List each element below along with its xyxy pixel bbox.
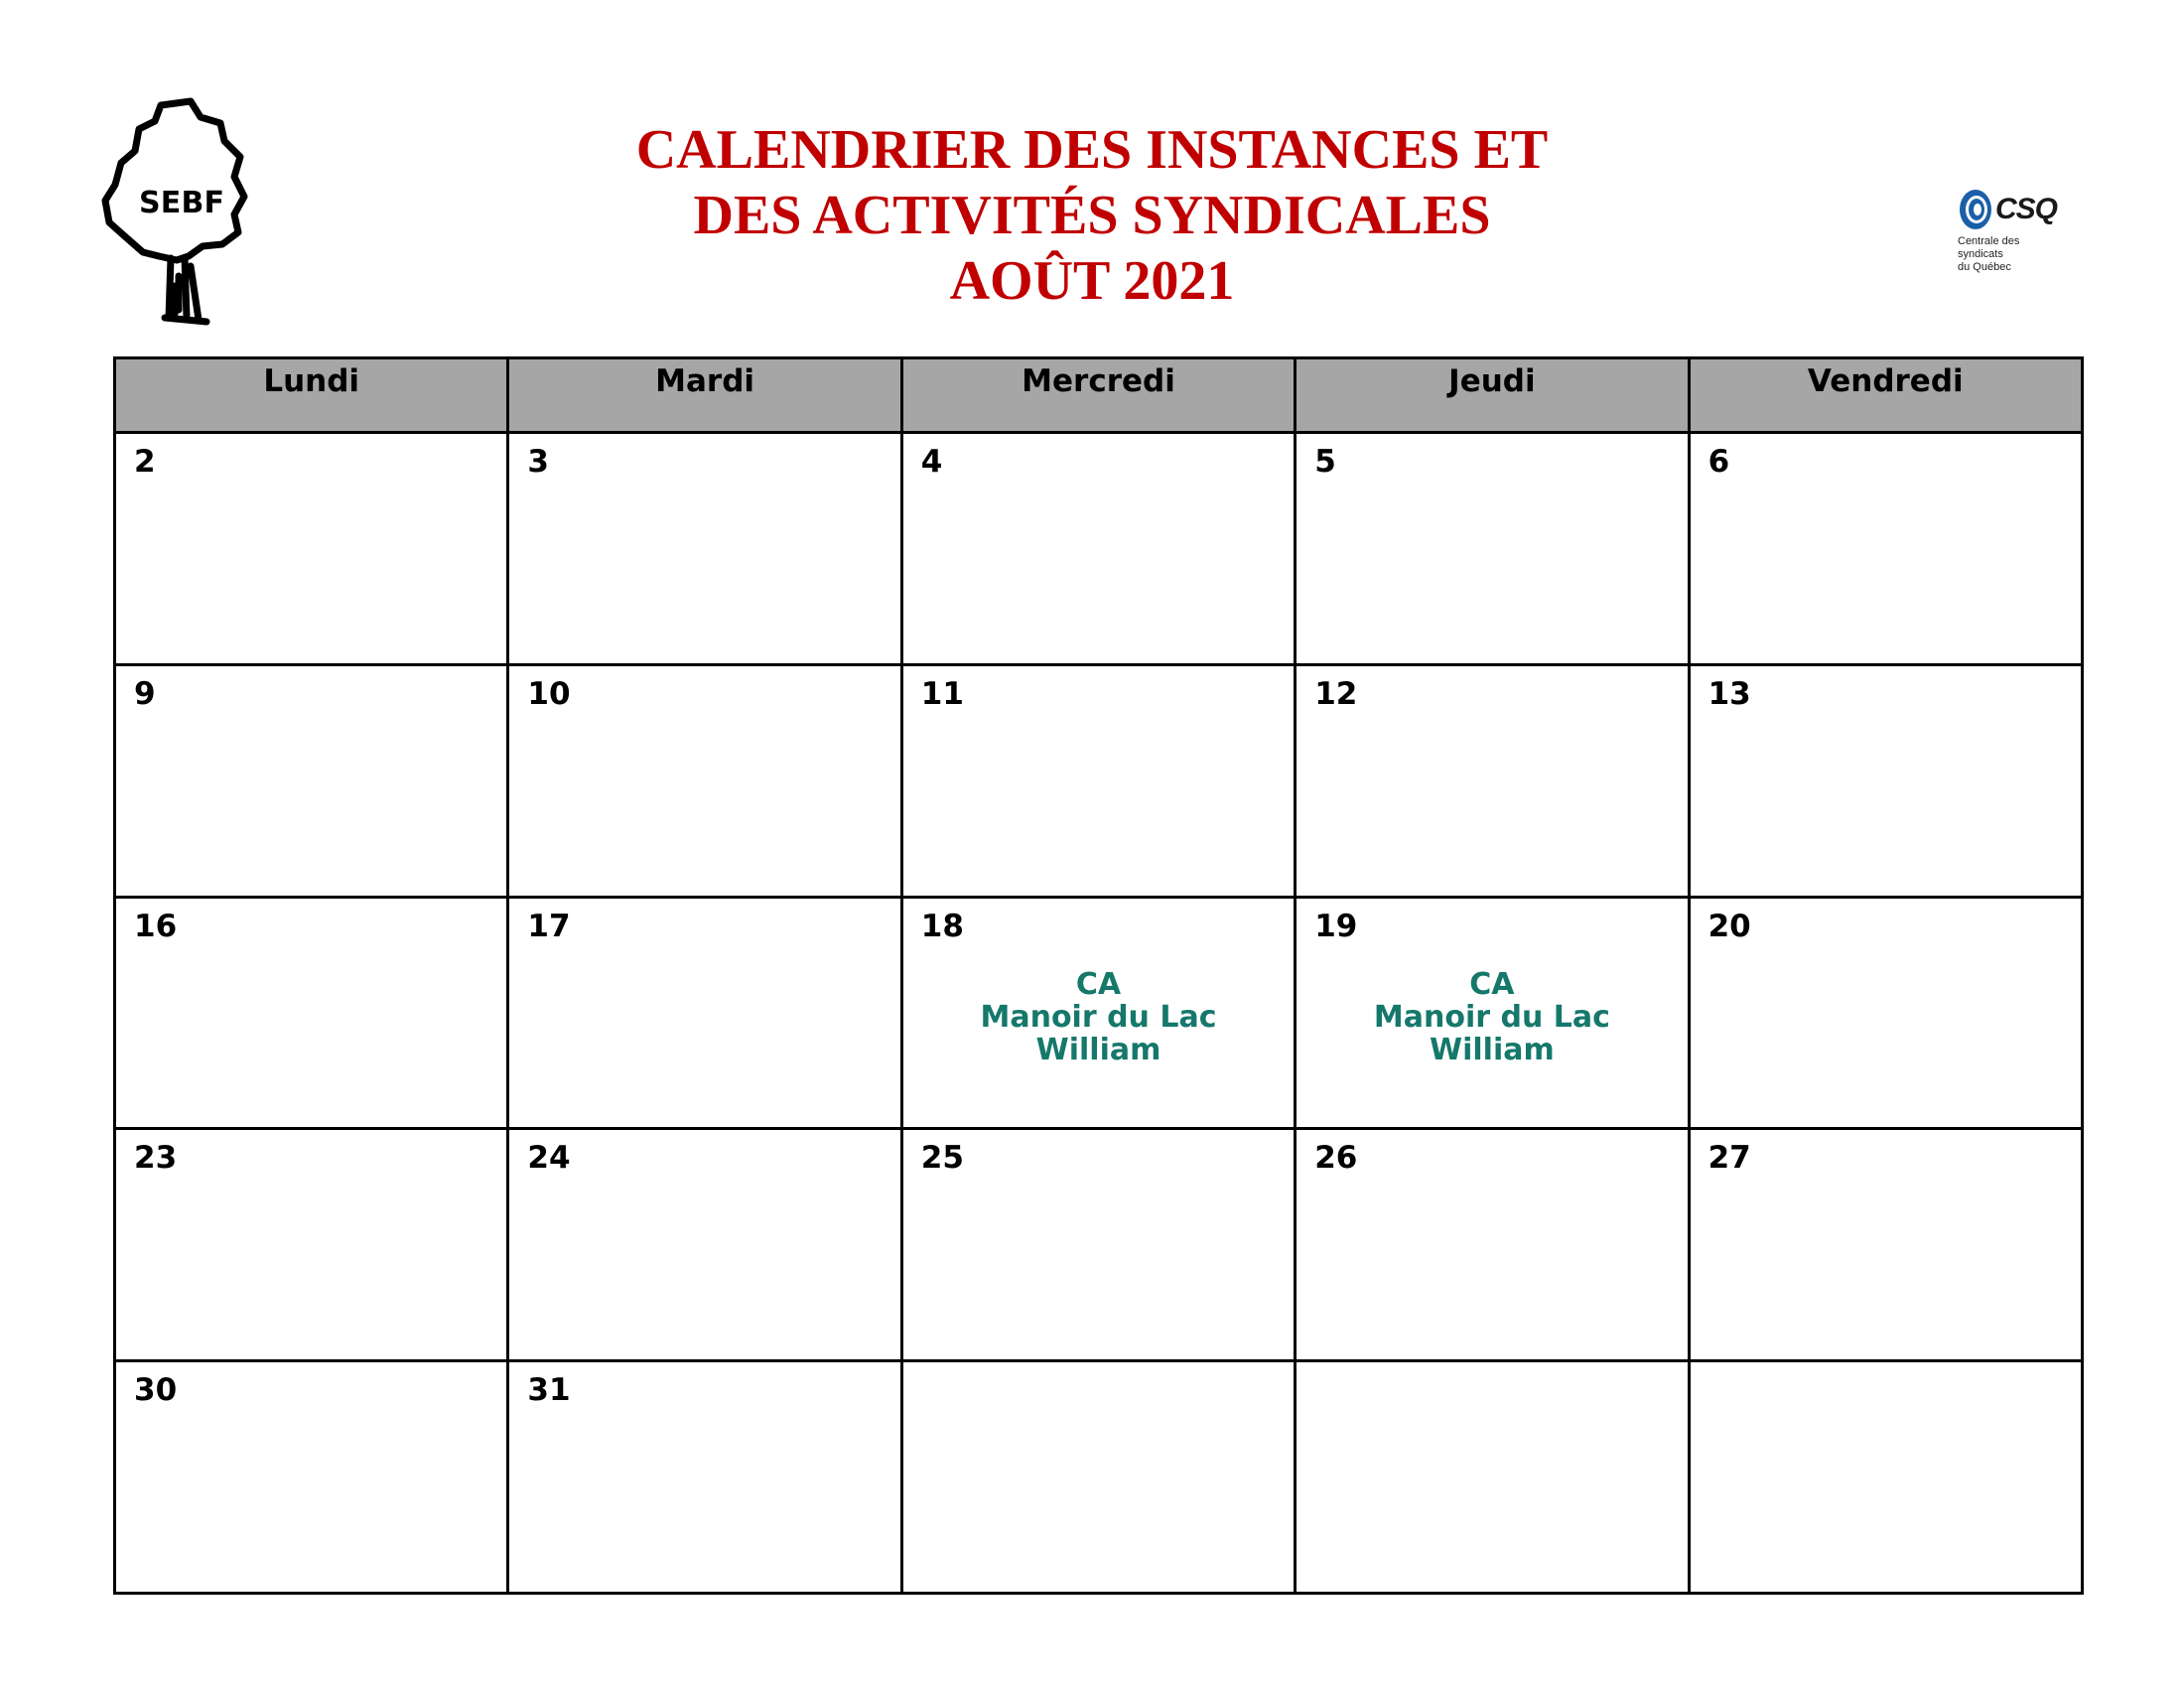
day-header-mercredi: Mercredi (903, 359, 1294, 431)
day-header-lundi: Lundi (116, 359, 506, 431)
calendar-day-cell (1297, 1362, 1687, 1592)
calendar-day-cell (116, 666, 506, 896)
day-number: 2 (134, 444, 156, 480)
title-line-2: DES ACTIVITÉS SYNDICALES (693, 185, 1491, 246)
title-line-1: CALENDRIER DES INSTANCES ET (635, 119, 1549, 181)
calendar-event (903, 968, 1294, 1066)
calendar-day-cell (116, 1130, 506, 1359)
day-number: 20 (1707, 908, 1751, 944)
csq-subtitle-line-1: Centrale des syndicats (1958, 235, 2020, 260)
event-line: CA (1075, 966, 1122, 1002)
calendar-day-cell (903, 1362, 1294, 1592)
calendar-grid (113, 356, 2084, 1595)
csq-spiral-icon (1958, 188, 1993, 231)
day-number: 23 (134, 1140, 178, 1177)
calendar-day-cell (116, 434, 506, 663)
day-number: 13 (1707, 675, 1751, 712)
tree-logo-icon (99, 97, 258, 331)
sebf-logo (99, 97, 258, 331)
calendar-day-cell (116, 899, 506, 1128)
csq-logo-row (1958, 185, 2087, 234)
calendar-day-cell (1691, 899, 2081, 1128)
day-number: 4 (920, 444, 943, 480)
calendar-day-cell (509, 434, 899, 663)
day-number: 19 (1314, 908, 1358, 944)
day-number: 6 (1707, 444, 1730, 480)
day-number: 10 (527, 675, 571, 712)
calendar-day-cell (1691, 434, 2081, 663)
day-number: 26 (1314, 1140, 1358, 1177)
day-number: 18 (920, 908, 964, 944)
csq-logo-subtitle (1958, 235, 2057, 274)
calendar-day-cell (509, 666, 899, 896)
calendar-day-cell (1691, 666, 2081, 896)
day-header-vendredi: Vendredi (1691, 359, 2081, 431)
calendar-day-cell (1297, 899, 1687, 1128)
day-number: 24 (527, 1140, 571, 1177)
day-number: 5 (1314, 444, 1336, 480)
calendar-event (1297, 968, 1687, 1066)
title-line-3: AOÛT 2021 (949, 250, 1235, 312)
event-line: Manoir du Lac (1373, 999, 1610, 1035)
calendar-day-cell (903, 1130, 1294, 1359)
calendar-day-cell (1297, 1130, 1687, 1359)
day-number: 3 (527, 444, 549, 480)
calendar-day-cell (1691, 1130, 2081, 1359)
calendar-day-cell (903, 666, 1294, 896)
day-number: 30 (134, 1372, 178, 1409)
day-number: 16 (134, 908, 178, 944)
calendar-day-cell (1691, 1362, 2081, 1592)
calendar-day-cell (509, 1362, 899, 1592)
calendar-day-cell (116, 1362, 506, 1592)
day-header-mardi: Mardi (509, 359, 899, 431)
csq-subtitle-line-2: du Québec (1958, 261, 2011, 273)
calendar-day-cell (903, 434, 1294, 663)
sebf-logo-text: SEBF (139, 186, 224, 220)
page-title (496, 117, 1688, 314)
day-number: 17 (527, 908, 571, 944)
day-number: 25 (920, 1140, 964, 1177)
day-number: 11 (920, 675, 964, 712)
day-number: 31 (527, 1372, 571, 1409)
event-line: William (1035, 1032, 1161, 1067)
calendar-day-cell (1297, 434, 1687, 663)
event-line: William (1430, 1032, 1555, 1067)
calendar-day-cell (903, 899, 1294, 1128)
calendar-day-cell (509, 899, 899, 1128)
day-number: 9 (134, 675, 156, 712)
calendar-day-cell (1297, 666, 1687, 896)
day-number: 27 (1707, 1140, 1751, 1177)
day-header-jeudi: Jeudi (1297, 359, 1687, 431)
event-line: Manoir du Lac (980, 999, 1217, 1035)
calendar-day-cell (509, 1130, 899, 1359)
day-number: 12 (1314, 675, 1358, 712)
csq-logo (1958, 185, 2087, 274)
csq-logo-name: CSQ (1995, 193, 2058, 225)
event-line: CA (1469, 966, 1515, 1002)
